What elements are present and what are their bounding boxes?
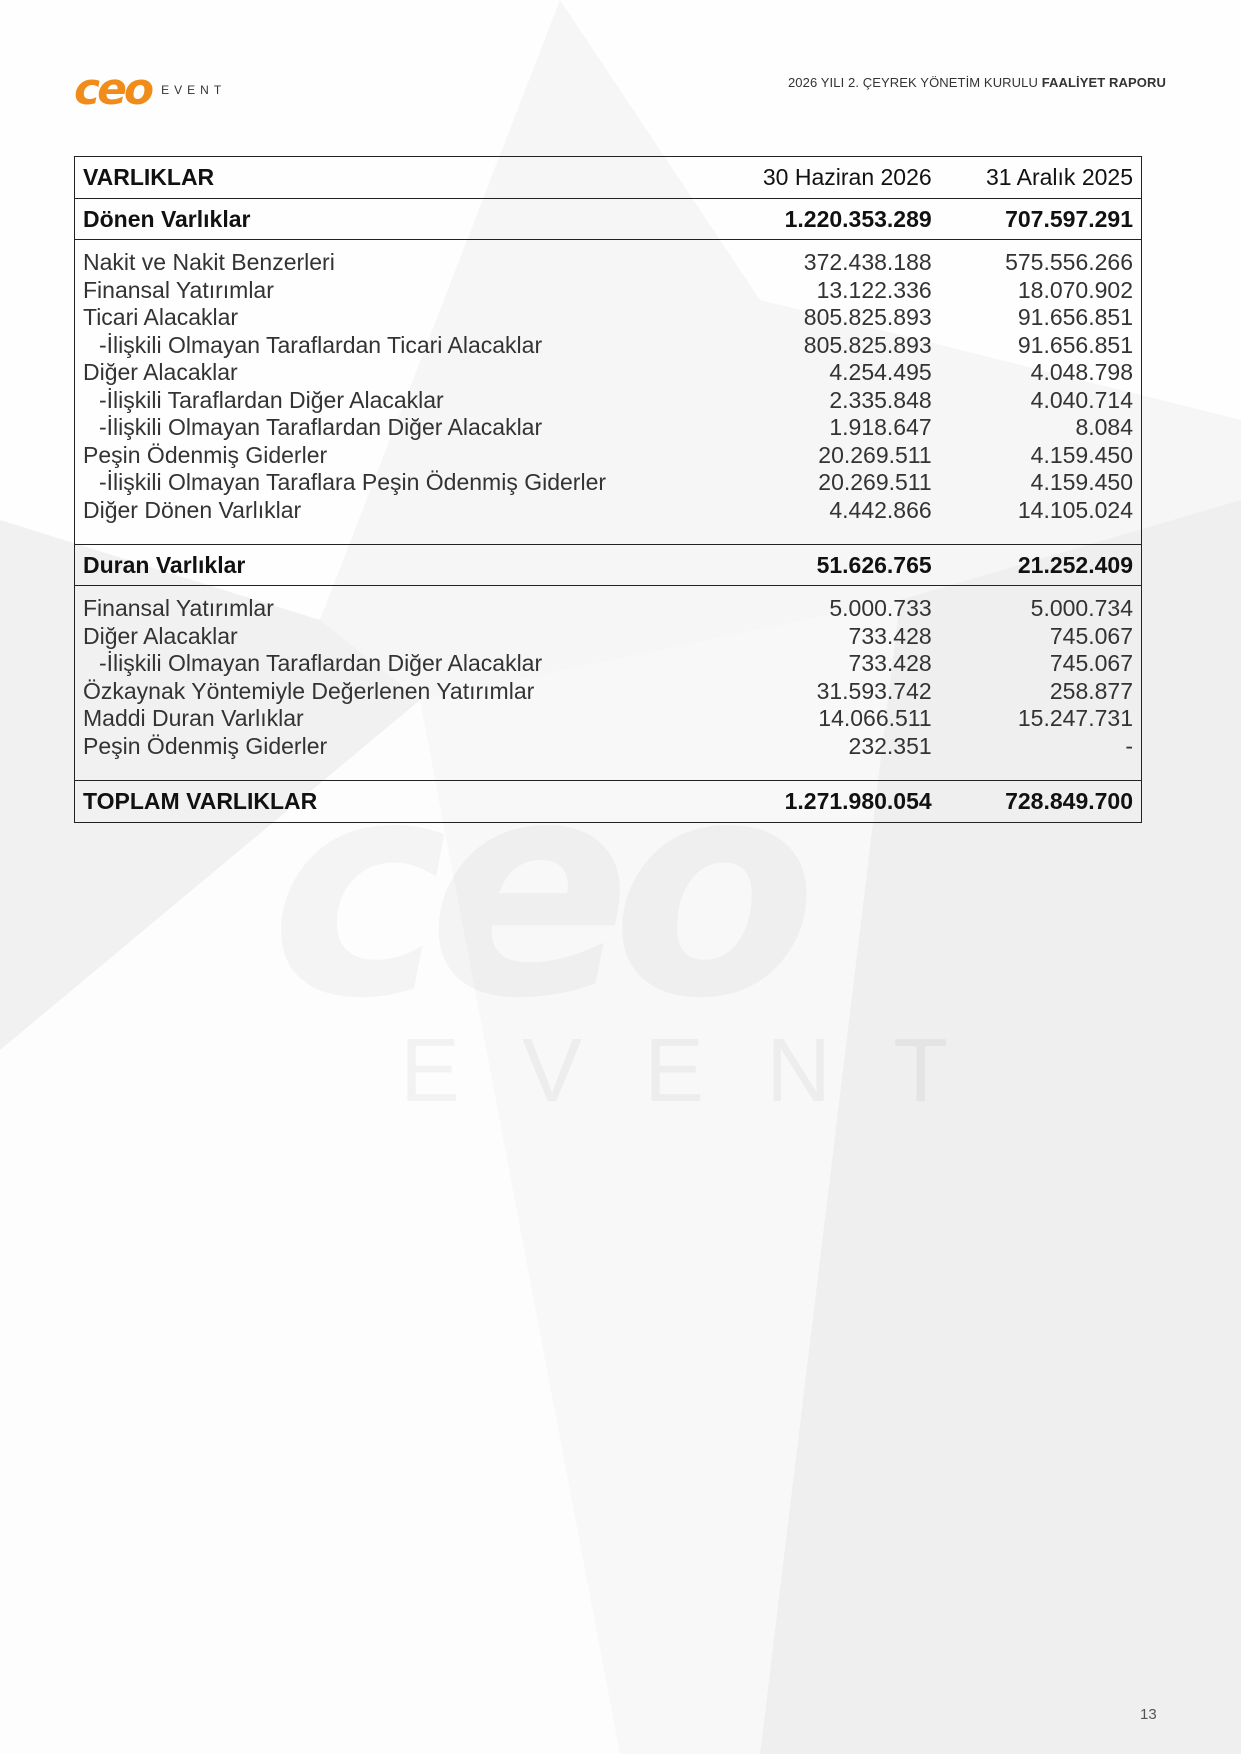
section-value-prior: 21.252.409	[940, 545, 1142, 586]
row-label: Peşin Ödenmiş Giderler	[83, 732, 328, 759]
total-row	[75, 781, 1142, 823]
section-row-current-assets	[75, 199, 1142, 240]
row-value-prior: 745.067	[1049, 650, 1133, 677]
section-value-current: 51.626.765	[736, 545, 940, 586]
balance-sheet-table	[74, 156, 1142, 823]
row-label: -İlişkili Olmayan Taraflardan Diğer Alacaklar	[99, 414, 543, 441]
row-value-prior: 575.556.266	[1005, 249, 1133, 276]
section-row-noncurrent-assets	[75, 545, 1142, 586]
row-value-prior: 8.084	[1075, 414, 1133, 441]
row-value-prior: 91.656.851	[1017, 304, 1133, 331]
report-title-prefix: 2026 YILI 2. ÇEYREK YÖNETİM KURULU	[787, 75, 1038, 90]
page-number: 13	[1140, 1706, 1157, 1723]
table-header-row	[75, 157, 1142, 199]
table-row	[75, 469, 1142, 497]
row-label: Özkaynak Yöntemiyle Değerlenen Yatırımlar	[83, 677, 535, 704]
total-label: TOPLAM VARLIKLAR	[83, 788, 318, 814]
row-value-current: 805.825.893	[803, 331, 932, 358]
row-label: Finansal Yatırımlar	[83, 276, 274, 303]
row-label: Maddi Duran Varlıklar	[83, 705, 304, 732]
table-row	[75, 414, 1142, 442]
table-row	[75, 387, 1142, 415]
section-label: Duran Varlıklar	[75, 545, 737, 586]
row-label: Diğer Dönen Varlıklar	[83, 496, 302, 523]
row-label: -İlişkili Olmayan Taraflardan Ticari Alacaklar	[99, 331, 543, 358]
table-row	[75, 277, 1142, 305]
row-value-prior: 4.048.798	[1030, 359, 1133, 386]
row-value-current: 733.428	[848, 650, 932, 677]
row-label: Diğer Alacaklar	[83, 622, 238, 649]
row-value-prior: 5.000.734	[1030, 595, 1133, 622]
spacer	[75, 524, 1142, 545]
row-label: Peşin Ödenmiş Giderler	[83, 441, 328, 468]
row-value-current: 805.825.893	[803, 304, 932, 331]
table-row	[75, 304, 1142, 332]
row-value-prior: 15.247.731	[1017, 705, 1133, 732]
report-title-bold: FAALİYET RAPORU	[1041, 75, 1166, 90]
row-label: Nakit ve Nakit Benzerleri	[83, 249, 335, 276]
total-value-prior: 728.849.700	[1005, 788, 1133, 814]
row-value-current: 232.351	[848, 732, 932, 759]
table-row	[75, 359, 1142, 387]
row-value-prior: 18.070.902	[1017, 276, 1133, 303]
row-value-prior: 14.105.024	[1017, 496, 1133, 523]
table-row	[75, 705, 1142, 733]
row-label: Finansal Yatırımlar	[83, 595, 274, 622]
row-value-prior: 4.159.450	[1030, 441, 1133, 468]
table-row	[75, 650, 1142, 678]
row-value-current: 13.122.336	[816, 276, 932, 303]
table-row	[75, 623, 1142, 651]
row-value-current: 31.593.742	[816, 677, 932, 704]
row-label: Ticari Alacaklar	[83, 304, 239, 331]
table-row	[75, 332, 1142, 360]
row-value-current: 2.335.848	[829, 386, 932, 413]
table-row	[75, 733, 1142, 761]
section-label: Dönen Varlıklar	[75, 199, 737, 240]
row-value-prior: -	[1125, 732, 1133, 759]
row-value-current: 5.000.733	[829, 595, 932, 622]
row-label: -İlişkili Olmayan Taraflardan Diğer Alacaklar	[99, 650, 543, 677]
row-value-current: 733.428	[848, 622, 932, 649]
table-row	[75, 249, 1142, 277]
report-title	[788, 75, 1166, 90]
row-value-current: 4.254.495	[829, 359, 932, 386]
row-label: Diğer Alacaklar	[83, 359, 238, 386]
row-value-current: 4.442.866	[829, 496, 932, 523]
row-label: -İlişkili Olmayan Taraflara Peşin Ödenmiş Giderler	[99, 469, 607, 496]
column-header-prior-period: 31 Aralık 2025	[940, 157, 1142, 199]
row-value-current: 1.918.647	[829, 414, 932, 441]
row-value-current: 372.438.188	[803, 249, 932, 276]
row-value-prior: 91.656.851	[1017, 331, 1133, 358]
row-value-prior: 258.877	[1049, 677, 1133, 704]
table-row	[75, 497, 1142, 525]
logo-word: EVENT	[161, 83, 227, 97]
total-value-current: 1.271.980.054	[784, 788, 932, 814]
row-value-prior: 4.159.450	[1030, 469, 1133, 496]
logo-mark: ceo	[74, 64, 152, 115]
section-value-current: 1.220.353.289	[736, 199, 940, 240]
table-row	[75, 595, 1142, 623]
row-value-prior: 745.067	[1049, 622, 1133, 649]
company-logo	[74, 64, 227, 115]
table-row	[75, 442, 1142, 470]
row-value-current: 14.066.511	[818, 705, 932, 732]
row-value-current: 20.269.511	[818, 441, 932, 468]
column-header-current-period: 30 Haziran 2026	[736, 157, 940, 199]
spacer	[75, 240, 1142, 250]
section-value-prior: 707.597.291	[940, 199, 1142, 240]
row-label: -İlişkili Taraflardan Diğer Alacaklar	[99, 386, 444, 413]
row-value-prior: 4.040.714	[1030, 386, 1133, 413]
table-title: VARLIKLAR	[75, 157, 737, 199]
row-value-current: 20.269.511	[818, 469, 932, 496]
watermark-logo-word	[400, 1020, 1010, 1123]
table-row	[75, 678, 1142, 706]
spacer	[75, 586, 1142, 596]
spacer	[75, 760, 1142, 781]
